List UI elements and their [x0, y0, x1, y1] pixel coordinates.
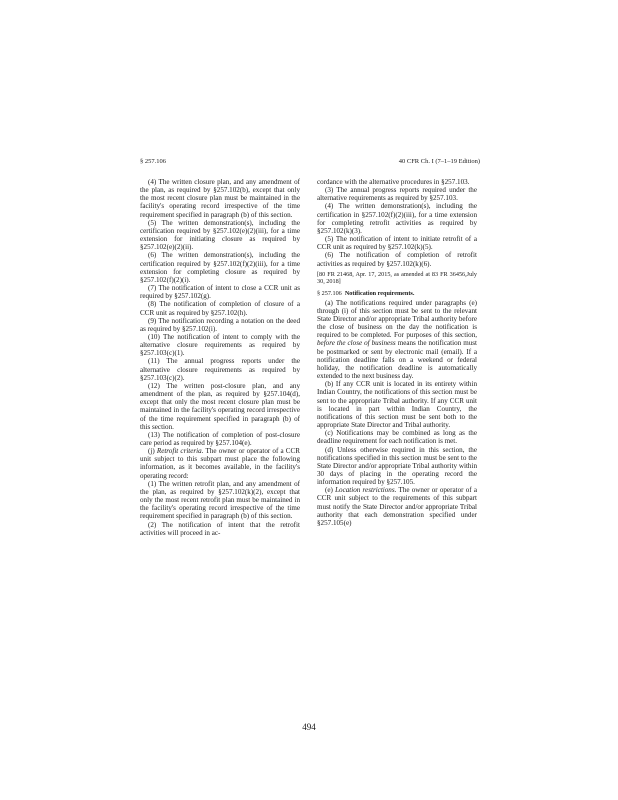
paragraph: (5) The written demonstration(s), including the certification required by §257.102(e)(2)(iii), for a time extension for initiating closure as required by §257.102(e)(2)(ii). — [140, 218, 300, 252]
paragraph-text: (a) The notifications required under paragraphs (e) through (i) of this section must be sent to the relevant State Director and/or appropriate Tribal authority before the close of business on the day the notification is required to be completed. For purposes of this section, — [317, 298, 477, 340]
italic-term: Retrofit criteria. — [156, 447, 204, 456]
paragraph: (1) The written retrofit plan, and any amendment of the plan, as required by §257.102(k)(2), except that only the most recent retrofit plan must be maintained in the facility's operating record irrespective of the time requirement specified in paragraph (b) of this section. — [140, 479, 300, 521]
paragraph-text: means the notification must be postmarked or sent by electronic mail (email). If a notification deadline falls on a weekend or federal holiday, the notification deadline is automatically extended to the next business day. — [317, 339, 477, 381]
header-section-ref: § 257.106 — [140, 158, 166, 165]
paragraph: (7) The notification of intent to close a CCR unit as required by §257.102(g). — [140, 284, 300, 301]
paragraph: (5) The notification of intent to initiate retrofit of a CCR unit as required by §257.102(k)(5). — [317, 235, 477, 252]
paragraph: (8) The notification of completion of closure of a CCR unit as required by §257.102(h). — [140, 300, 300, 317]
paragraph-retrofit-criteria — [140, 447, 300, 480]
paragraph-e — [317, 486, 477, 527]
section-number: § 257.106 — [317, 289, 342, 297]
paragraph: (b) If any CCR unit is located in its entirety within Indian Country, the notifications of this section must be sent to the appropriate Tribal authority. If any CCR unit is located in part within Indian Country, the notifications of this section must be sent both to the appropriate State Director and Tribal authority. — [317, 380, 477, 430]
section-heading — [317, 290, 477, 298]
paragraph-lead: (e) — [325, 486, 333, 495]
paragraph: (d) Unless otherwise required in this section, the notifications specified in this section must be sent to the State Director and/or appropriate Tribal authority within 30 days of placing in the operating record the information required by §257.105. — [317, 445, 477, 487]
header-title-ref: 40 CFR Ch. I (7–1–19 Edition) — [398, 158, 480, 165]
paragraph: (11) The annual progress reports under the alternative closure requirements as required by §257.103(c)(2). — [140, 357, 300, 382]
paragraph: (10) The notification of intent to comply with the alternative closure requirements as required by §257.103(c)(1). — [140, 332, 300, 358]
paragraph-a — [317, 299, 477, 381]
running-header — [140, 158, 480, 168]
paragraph: (3) The annual progress reports required under the alternative requirements as required by §257.103. — [317, 186, 477, 203]
source-citation: [80 FR 21468, Apr. 17, 2015, as amended at 83 FR 36456,July 30, 2018] — [317, 270, 477, 286]
paragraph-lead: (j) — [148, 447, 155, 456]
paragraph: (13) The notification of completion of post-closure care period as required by §257.104(e). — [140, 430, 300, 447]
paragraph: (2) The notification of intent that the retrofit activities will proceed in ac- — [140, 520, 300, 537]
paragraph: (12) The written post-closure plan, and any amendment of the plan, as required by §257.104(d), except that only the most recent closure plan must be maintained in the facility's operating record irrespective of the time requirement specified in paragraph (b) of this section. — [140, 381, 300, 431]
section-title: Notification requirements. — [344, 289, 415, 297]
italic-term: before the close of business — [317, 339, 396, 348]
left-column — [140, 178, 300, 537]
paragraph: (4) The written closure plan, and any amendment of the plan, as required by §257.102(b), except that only the most recent closure plan must be maintained in the facility's operating record irrespective of the time requirement specified in paragraph (b) of this section. — [140, 178, 300, 219]
paragraph: (9) The notification recording a notation on the deed as required by §257.102(i). — [140, 316, 300, 333]
right-column — [317, 178, 477, 527]
paragraph-text: The owner or operator of a CCR unit subject to the requirements of this subpart must notify the State Director and/or appropriate Tribal authority that each demonstration specified under §257.105(e) — [317, 486, 477, 527]
italic-term: Location restrictions. — [335, 486, 397, 495]
paragraph: (4) The written demonstration(s), including the certification in §257.102(f)(2)(iii), for a time extension for completing retrofit activities as required by §257.102(k)(3). — [317, 202, 477, 235]
paragraph: (6) The notification of completion of retrofit activities as required by §257.102(k)(6). — [317, 251, 477, 268]
page-number: 494 — [302, 722, 316, 732]
paragraph-continued: cordance with the alternative procedures in §257.103. — [317, 178, 470, 186]
paragraph: (6) The written demonstration(s), including the certification required by §257.102(f)(2)(iii), for a time extension for completing closure as required by §257.102(f)(2)(i). — [140, 251, 300, 284]
paragraph: (c) Notifications may be combined as long as the deadline requirement for each notification is met. — [317, 429, 477, 446]
paragraph-text: The owner or operator of a CCR unit subject to this subpart must place the following information, as it becomes available, in the facility's operating record: — [140, 447, 300, 480]
